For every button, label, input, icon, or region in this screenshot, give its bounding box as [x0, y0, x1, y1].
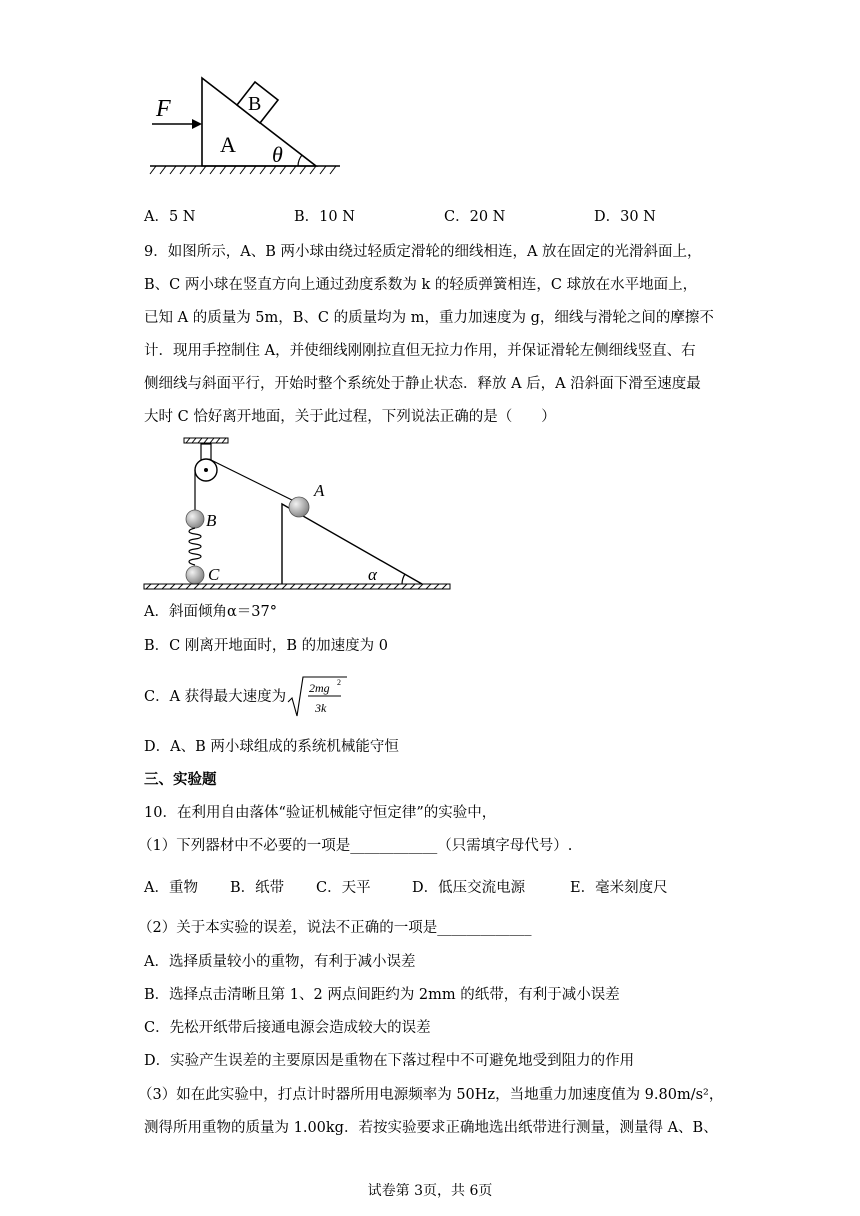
block-a-label: A [220, 132, 236, 157]
q10-part3-line-2: 测得所用重物的质量为 1.00kg．若按实验要求正确地选出纸带进行测量，测量得 A、B、 [144, 1120, 718, 1136]
force-label: F [156, 96, 171, 122]
q9-stem-line-4: 计．现用手控制住 A，并使细线刚刚拉直但无拉力作用，并保证滑轮左侧细线竖直、右 [144, 343, 696, 359]
angle-alpha-label: α [368, 565, 377, 584]
q9-option-c[interactable] [144, 687, 286, 707]
q10-p1-option-c[interactable]: C．天平 [316, 880, 371, 896]
figure-q8 [140, 72, 350, 184]
sqrt-numerator: 2mg [309, 681, 330, 695]
q10-part2: （2）关于本实验的误差，说法不正确的一项是_____________ [138, 920, 532, 936]
ball-a-label: A [314, 481, 325, 500]
q9-stem-line-3: 已知 A 的质量为 5m，B、C 的质量均为 m，重力加速度为 g，细线与滑轮之间的摩擦不 [144, 310, 714, 326]
q9-option-b[interactable]: B．C 刚离开地面时，B 的加速度为 0 [144, 638, 388, 654]
ball-c-label: C [208, 565, 220, 584]
q9-stem-line-1: 9．如图所示，A、B 两小球由绕过轻质定滑轮的细线相连，A 放在固定的光滑斜面上， [144, 244, 702, 260]
q10-stem: 10．在利用自由落体“验证机械能守恒定律”的实验中， [144, 805, 497, 821]
q10-p2-option-b[interactable]: B．选择点击清晰且第 1、2 两点间距约为 2mm 的纸带，有利于减小误差 [144, 987, 620, 1003]
q10-p2-option-c[interactable]: C．先松开纸带后接通电源会造成较大的误差 [144, 1020, 431, 1036]
q8-option-c[interactable]: C．20 N [444, 209, 506, 225]
q10-p1-option-e[interactable]: E．毫米刻度尺 [570, 880, 668, 896]
q10-p1-option-b[interactable]: B．纸带 [230, 880, 285, 896]
figure-q9 [140, 434, 460, 594]
ball-b-label: B [206, 511, 217, 530]
q8-option-b[interactable]: B．10 N [294, 209, 355, 225]
angle-theta-label: θ [272, 142, 283, 167]
ball-c [186, 566, 204, 584]
q9-stem-line-5: 侧细线与斜面平行，开始时整个系统处于静止状态．释放 A 后，A 沿斜面下滑至速度最 [144, 376, 701, 392]
q10-p1-option-d[interactable]: D．低压交流电源 [412, 880, 526, 896]
q10-p1-option-a[interactable]: A．重物 [144, 880, 198, 896]
q10-part3-line-1: （3）如在此实验中，打点计时器所用电源频率为 50Hz，当地重力加速度值为 9.80m/s²， [138, 1087, 724, 1103]
sqrt-formula [287, 674, 349, 720]
section-heading: 三、实验题 [144, 771, 217, 788]
q9-stem-line-2: B、C 两小球在竖直方向上通过劲度系数为 k 的轻质弹簧相连，C 球放在水平地面上， [144, 277, 698, 293]
sqrt-denominator: 3k [315, 701, 327, 715]
q9-option-c-text: C．A 获得最大速度为 [144, 689, 287, 705]
ball-a [289, 497, 309, 517]
q9-stem-line-6: 大时 C 恰好离开地面，关于此过程，下列说法正确的是（ ） [144, 409, 556, 425]
ball-b [186, 510, 204, 528]
q10-p2-option-a[interactable]: A．选择质量较小的重物，有利于减小误差 [144, 954, 416, 970]
sqrt-numerator-sup: 2 [337, 678, 341, 687]
q10-part1: （1）下列器材中不必要的一项是____________（只需填字母代号）. [138, 838, 573, 854]
q8-option-d[interactable]: D．30 N [594, 209, 656, 225]
q9-option-d[interactable]: D．A、B 两小球组成的系统机械能守恒 [144, 739, 399, 755]
q10-p2-option-d[interactable]: D．实验产生误差的主要原因是重物在下落过程中不可避免地受到阻力的作用 [144, 1053, 635, 1069]
q8-option-a[interactable]: A．5 N [144, 209, 196, 225]
block-b-label: B [248, 93, 262, 115]
spring [189, 528, 201, 565]
q9-option-a[interactable]: A．斜面倾角α＝37° [144, 604, 277, 620]
page-footer: 试卷第 3页，共 6页 [367, 1183, 493, 1199]
